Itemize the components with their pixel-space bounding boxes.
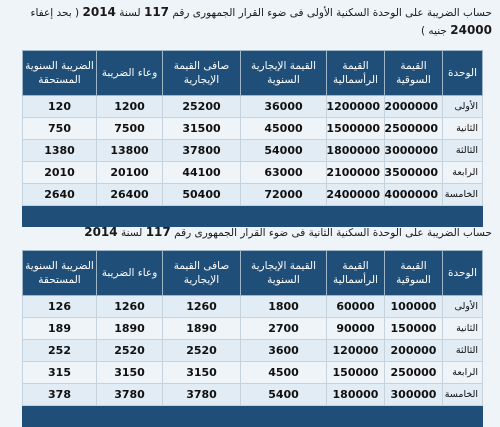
unit-label: الثانية: [443, 318, 483, 340]
table-footer-bar: [23, 406, 483, 427]
table-row: [23, 340, 483, 362]
table-cell: 7500: [97, 118, 163, 140]
column-header: القيمة الرأسمالية: [327, 251, 385, 296]
table-cell: 25200: [163, 96, 241, 118]
column-header: القيمة الإيجارية السنوية: [241, 51, 327, 96]
header-row: [23, 251, 483, 296]
decree-year: 2014: [84, 225, 118, 239]
table-cell: 150000: [327, 362, 385, 384]
table-cell: 90000: [327, 318, 385, 340]
table-cell: 31500: [163, 118, 241, 140]
table-cell: 126: [23, 296, 97, 318]
table-cell: 100000: [385, 296, 443, 318]
table-cell: 1260: [163, 296, 241, 318]
table-cell: 20100: [97, 162, 163, 184]
table2-caption: [6, 224, 492, 242]
table-cell: 37800: [163, 140, 241, 162]
table-cell: 1500000: [327, 118, 385, 140]
table-cell: 252: [23, 340, 97, 362]
table-cell: 120000: [327, 340, 385, 362]
column-header: القيمة الرأسمالية: [327, 51, 385, 96]
table-cell: 2520: [97, 340, 163, 362]
table-cell: 63000: [241, 162, 327, 184]
unit-label: الأولى: [443, 96, 483, 118]
unit-label: الثالثة: [443, 340, 483, 362]
table-row: [23, 118, 483, 140]
column-header: وعاء الضريبة: [97, 251, 163, 296]
column-header: الوحدة: [443, 251, 483, 296]
table-cell: 2400000: [327, 184, 385, 206]
column-header: القيمة السوقية: [385, 251, 443, 296]
column-header: صافى القيمة الإيجارية: [163, 251, 241, 296]
table-cell: 300000: [385, 384, 443, 406]
table-cell: 44100: [163, 162, 241, 184]
unit-label: الرابعة: [443, 162, 483, 184]
column-header: الضريبة السنوية المستحقة: [23, 51, 97, 96]
table-cell: 2100000: [327, 162, 385, 184]
table-cell: 2010: [23, 162, 97, 184]
table-cell: 250000: [385, 362, 443, 384]
column-header: وعاء الضريبة: [97, 51, 163, 96]
table-cell: 4500: [241, 362, 327, 384]
table-cell: 1200: [97, 96, 163, 118]
table-cell: 2700: [241, 318, 327, 340]
table-cell: 45000: [241, 118, 327, 140]
table-cell: 120: [23, 96, 97, 118]
table-cell: 50400: [163, 184, 241, 206]
table-cell: 1260: [97, 296, 163, 318]
unit-label: الرابعة: [443, 362, 483, 384]
table-row: [23, 296, 483, 318]
header-row: [23, 51, 483, 96]
unit-label: الثانية: [443, 118, 483, 140]
table-cell: 26400: [97, 184, 163, 206]
table-cell: 3150: [97, 362, 163, 384]
table-cell: 2500000: [385, 118, 443, 140]
table-cell: 1800: [241, 296, 327, 318]
table-cell: 1890: [97, 318, 163, 340]
exemption-amount: 24000: [450, 23, 492, 37]
column-header: القيمة السوقية: [385, 51, 443, 96]
caption-text: لسنة: [119, 7, 141, 19]
column-header: القيمة الإيجارية السنوية: [241, 251, 327, 296]
table-cell: 3500000: [385, 162, 443, 184]
unit-label: الخامسة: [443, 184, 483, 206]
table-cell: 54000: [241, 140, 327, 162]
table-row: [23, 96, 483, 118]
table-cell: 2520: [163, 340, 241, 362]
table-row: [23, 140, 483, 162]
caption-text: ( بحد إعفاء: [30, 7, 80, 19]
column-header: الضريبة السنوية المستحقة: [23, 251, 97, 296]
table-cell: 750: [23, 118, 97, 140]
table-cell: 200000: [385, 340, 443, 362]
table-cell: 1200000: [327, 96, 385, 118]
table-cell: 189: [23, 318, 97, 340]
caption-text: حساب الضريبة على الوحدة السكنية الثانية فى ضوء القرار الجمهورى رقم: [174, 227, 492, 239]
table-cell: 1380: [23, 140, 97, 162]
unit-label: الخامسة: [443, 384, 483, 406]
table-row: [23, 362, 483, 384]
table-cell: 2640: [23, 184, 97, 206]
table-cell: 1800000: [327, 140, 385, 162]
table-row: [23, 318, 483, 340]
table-cell: 72000: [241, 184, 327, 206]
table-cell: 5400: [241, 384, 327, 406]
table-cell: 3780: [97, 384, 163, 406]
table-cell: 1890: [163, 318, 241, 340]
table-cell: 378: [23, 384, 97, 406]
unit-label: الأولى: [443, 296, 483, 318]
table-cell: 315: [23, 362, 97, 384]
decree-number: 117: [145, 225, 171, 239]
table-row: [23, 384, 483, 406]
table-cell: 13800: [97, 140, 163, 162]
table-cell: 60000: [327, 296, 385, 318]
tax-table-unit-2: [22, 250, 483, 427]
table-row: [23, 162, 483, 184]
table-cell: 3780: [163, 384, 241, 406]
table-cell: 180000: [327, 384, 385, 406]
caption-text: لسنة: [120, 227, 143, 239]
table-cell: 150000: [385, 318, 443, 340]
tax-table-unit-1: [22, 50, 483, 227]
table1-caption: [6, 4, 492, 40]
table-cell: 3000000: [385, 140, 443, 162]
table-cell: 4000000: [385, 184, 443, 206]
table-cell: 2000000: [385, 96, 443, 118]
table-cell: 3600: [241, 340, 327, 362]
caption-text: جنيه ): [421, 25, 447, 37]
decree-year: 2014: [82, 5, 116, 19]
table-row: [23, 184, 483, 206]
unit-label: الثالثة: [443, 140, 483, 162]
table-cell: 3150: [163, 362, 241, 384]
decree-number: 117: [143, 5, 170, 19]
table-cell: 36000: [241, 96, 327, 118]
column-header: الوحدة: [443, 51, 483, 96]
column-header: صافى القيمة الإيجارية: [163, 51, 241, 96]
caption-text: حساب الضريبة على الوحدة السكنية الأولى فى ضوء القرار الجمهورى رقم: [172, 7, 492, 19]
